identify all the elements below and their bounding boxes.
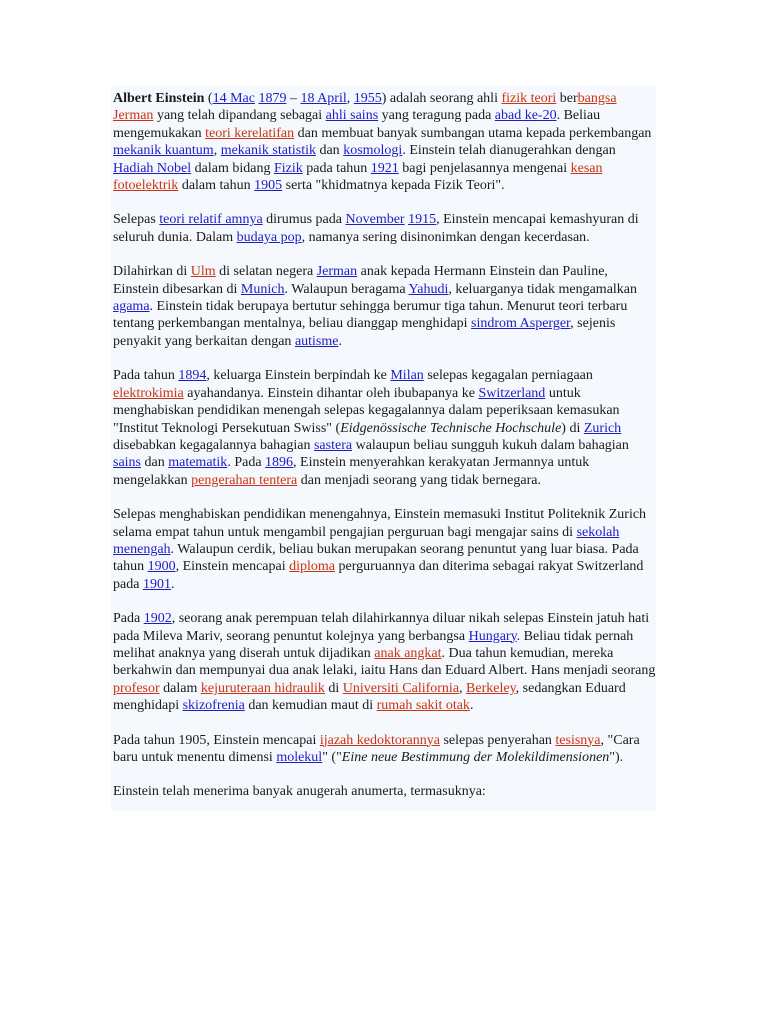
text-run: di selatan negera bbox=[215, 264, 317, 280]
article-link[interactable]: mekanik statistik bbox=[220, 143, 316, 159]
text-run: " (" bbox=[322, 750, 342, 765]
article-link[interactable]: Zurich bbox=[583, 420, 622, 436]
text-run: pada tahun bbox=[302, 160, 371, 176]
text-run: perguruannya dan diterima sebagai rakyat Switzerland pada bbox=[113, 559, 644, 592]
missing-article-link[interactable]: ijazah kedoktorannya bbox=[319, 732, 440, 748]
text-run: Pada tahun bbox=[113, 368, 179, 384]
text-run: , keluarganya tidak mengamalkan bbox=[448, 281, 638, 297]
text-run: selepas kegagalan perniagaan bbox=[423, 368, 593, 384]
article-link[interactable]: 1900 bbox=[147, 559, 176, 575]
text-run: dalam bbox=[159, 680, 201, 696]
bold-term: Albert Einstein bbox=[113, 91, 205, 106]
missing-article-link[interactable]: tesisnya bbox=[555, 732, 601, 748]
missing-article-link[interactable]: profesor bbox=[113, 680, 160, 696]
missing-article-link[interactable]: kesan fotoelektrik bbox=[113, 160, 603, 194]
text-run: . Pada bbox=[227, 455, 266, 471]
article-link[interactable]: sindrom Asperger bbox=[471, 316, 571, 332]
article-link[interactable]: 1901 bbox=[142, 576, 171, 592]
missing-article-link[interactable]: elektrokimia bbox=[113, 385, 184, 401]
text-run: . Dua tahun kemudian, mereka berkahwin dan mempunyai dua anak lelaki, iaitu Hans dan Eduard Albert. Hans menjadi seorang bbox=[113, 645, 656, 679]
article-link[interactable]: budaya pop bbox=[236, 229, 302, 245]
missing-article-link[interactable]: kejuruteraan hidraulik bbox=[200, 680, 325, 696]
text-run: Pada bbox=[113, 611, 144, 627]
article-link[interactable]: sastera bbox=[313, 437, 353, 453]
text-run: Pada tahun 1905, Einstein mencapai bbox=[113, 732, 320, 748]
article-link[interactable]: sains bbox=[113, 455, 141, 471]
text-run: – bbox=[286, 91, 301, 106]
article-link[interactable]: 1902 bbox=[143, 611, 172, 627]
text-run: dan kemudian maut di bbox=[244, 698, 377, 714]
missing-article-link[interactable]: bangsa Jerman bbox=[113, 91, 617, 124]
text-run: ( bbox=[204, 91, 213, 106]
article-link[interactable]: mekanik kuantum bbox=[113, 143, 214, 159]
text-run: bagi penjelasannya mengenai bbox=[398, 160, 571, 176]
text-run: . Walaupun beragama bbox=[284, 281, 409, 297]
text-run: disebabkan kegagalannya bahagian bbox=[113, 437, 314, 453]
paragraph bbox=[113, 783, 656, 800]
missing-article-link[interactable]: fizik teori bbox=[501, 91, 557, 106]
article-link[interactable]: 1879 bbox=[258, 91, 287, 106]
text-run: selepas penyerahan bbox=[439, 732, 556, 748]
missing-article-link[interactable]: Ulm bbox=[190, 264, 216, 280]
text-run: di bbox=[324, 680, 343, 696]
text-run: dalam bidang bbox=[191, 160, 274, 176]
text-run: , sejenis penyakit yang berkaitan dengan bbox=[113, 316, 616, 349]
text-run: . Beliau mengemukakan bbox=[113, 108, 601, 141]
paragraph bbox=[113, 506, 656, 593]
paragraph bbox=[113, 211, 656, 246]
paragraph bbox=[113, 732, 656, 767]
text-run: , Einstein menyerahkan kerakyatan Jermannya untuk mengelakkan bbox=[113, 455, 590, 488]
paragraph bbox=[113, 610, 656, 714]
article-link[interactable]: Jerman bbox=[316, 264, 358, 280]
article-link[interactable]: teori relatif amnya bbox=[159, 212, 263, 228]
article-link[interactable]: ahli sains bbox=[325, 108, 379, 124]
text-run: Einstein telah menerima banyak anugerah anumerta, termasuknya: bbox=[113, 784, 486, 800]
article-link[interactable]: 1955 bbox=[353, 91, 382, 106]
text-run: "). bbox=[609, 750, 624, 765]
text-run: , "Cara baru untuk menentu dimensi bbox=[113, 732, 640, 765]
text-run: . Einstein tidak berupaya bertutur sehingga berumur tiga tahun. Menurut teori terbaru tentang perkembangan mentalnya, beliau dianggap menghidapi bbox=[113, 299, 628, 332]
text-run: . bbox=[469, 698, 474, 714]
text-run: , sedangkan Eduard menghidapi bbox=[113, 680, 626, 714]
text-run: dalam tahun bbox=[178, 178, 255, 194]
text-run: . Walaupun cerdik, beliau bukan merupakan seorang penuntut yang luar biasa. Pada tahun bbox=[113, 541, 639, 575]
text-run: ) adalah seorang ahli bbox=[381, 91, 502, 106]
text-run: ) di bbox=[561, 420, 584, 436]
article-link[interactable]: matematik bbox=[168, 455, 228, 471]
text-run: yang teragung pada bbox=[378, 108, 495, 124]
text-run: . Beliau tidak pernah melihat anaknya yang diserah untuk dijadikan bbox=[113, 628, 634, 661]
article-link[interactable]: Munich bbox=[240, 281, 285, 297]
paragraph bbox=[113, 263, 656, 350]
text-run: , bbox=[346, 91, 354, 106]
missing-article-link[interactable]: Universiti California bbox=[342, 680, 460, 696]
text-run: serta "khidmatnya kepada Fizik Teori". bbox=[282, 178, 505, 194]
article-link[interactable]: molekul bbox=[276, 750, 323, 765]
article-link[interactable]: 1915 bbox=[408, 212, 437, 228]
text-run: anak kepada Hermann Einstein dan Pauline, Einstein dibesarkan di bbox=[113, 264, 608, 297]
article-link[interactable]: Fizik bbox=[273, 160, 303, 176]
text-run: walaupun beliau sungguh kukuh dalam bahagian bbox=[352, 437, 629, 453]
article-link[interactable]: sekolah menengah bbox=[113, 524, 620, 557]
text-run: , bbox=[213, 143, 221, 159]
text-run: . bbox=[170, 576, 175, 592]
text-run: yang telah dipandang sebagai bbox=[153, 108, 326, 124]
article-link[interactable]: agama bbox=[113, 299, 150, 315]
missing-article-link[interactable]: Berkeley bbox=[466, 680, 516, 696]
text-run: dan membuat banyak sumbangan utama kepada perkembangan bbox=[294, 125, 652, 141]
italic-term: Eidgenössische Technische Hochschule bbox=[340, 420, 562, 436]
text-run: dan menjadi seorang yang tidak bernegara. bbox=[297, 472, 541, 488]
missing-article-link[interactable]: diploma bbox=[289, 559, 336, 575]
article-body bbox=[111, 86, 656, 811]
article-link[interactable]: Milan bbox=[390, 368, 424, 384]
text-run: , seorang anak perempuan telah dilahirkannya diluar nikah selepas Einstein jatuh hati pada Mileva Mariv, seorang penuntut kolejnya yang berbangsa bbox=[113, 611, 650, 644]
article-link[interactable]: 14 Mac bbox=[212, 91, 255, 106]
article-link[interactable]: autisme bbox=[294, 333, 339, 349]
missing-article-link[interactable]: pengerahan tentera bbox=[191, 472, 298, 488]
text-run: dirumus pada bbox=[262, 212, 346, 228]
text-run: Selepas menghabiskan pendidikan menengahnya, Einstein memasuki Institut Politeknik Zurich selama empat tahun untuk mengambil pengajian perguruan bagi mengajar sains di bbox=[113, 507, 647, 540]
missing-article-link[interactable]: teori kerelatifan bbox=[205, 125, 295, 141]
text-run: Dilahirkan di bbox=[113, 264, 191, 280]
text-run: , bbox=[459, 680, 467, 696]
text-run: . Einstein telah dianugerahkan dengan bbox=[402, 143, 616, 159]
article-link[interactable]: kosmologi bbox=[343, 143, 403, 159]
text-run: , Einstein mencapai bbox=[175, 559, 290, 575]
paragraph bbox=[113, 90, 656, 194]
italic-term: Eine neue Bestimmung der Molekildimensionen bbox=[341, 750, 610, 765]
text-run: , keluarga Einstein berpindah ke bbox=[206, 368, 391, 384]
article-link[interactable]: 1921 bbox=[370, 160, 399, 176]
text-run: , namanya sering disinonimkan dengan kecerdasan. bbox=[301, 229, 590, 245]
article-link[interactable]: Hadiah Nobel bbox=[113, 160, 192, 176]
paragraph bbox=[113, 367, 656, 489]
article-link[interactable]: November bbox=[345, 212, 405, 228]
text-run: ayahandanya. Einstein dihantar oleh ibubapanya ke bbox=[183, 385, 479, 401]
article-link[interactable]: 1905 bbox=[254, 178, 283, 194]
article-link[interactable]: 1894 bbox=[178, 368, 207, 384]
article-link[interactable]: 18 April bbox=[300, 91, 347, 106]
text-run: Selepas bbox=[113, 212, 160, 228]
article-link[interactable]: abad ke-20 bbox=[494, 108, 557, 124]
article-link[interactable]: Yahudi bbox=[408, 281, 449, 297]
text-run: , Einstein mencapai kemashyuran di seluruh dunia. Dalam bbox=[113, 212, 639, 245]
article-link[interactable]: skizofrenia bbox=[182, 698, 245, 714]
text-run: . bbox=[338, 333, 342, 349]
article-link[interactable]: 1896 bbox=[265, 455, 294, 471]
text-run: ber bbox=[556, 91, 578, 106]
text-run: dan bbox=[141, 455, 169, 471]
text-run: dan bbox=[315, 143, 344, 159]
text-run: untuk menghabiskan pendidikan menengah selepas kegagalannya dalam peperiksaan kemasukan "Institut Teknologi Persekutuan Swiss" ( bbox=[113, 385, 620, 436]
article-link[interactable]: Switzerland bbox=[478, 385, 546, 401]
missing-article-link[interactable]: rumah sakit otak bbox=[376, 698, 470, 714]
missing-article-link[interactable]: anak angkat bbox=[374, 645, 442, 661]
article-link[interactable]: Hungary bbox=[468, 628, 517, 644]
